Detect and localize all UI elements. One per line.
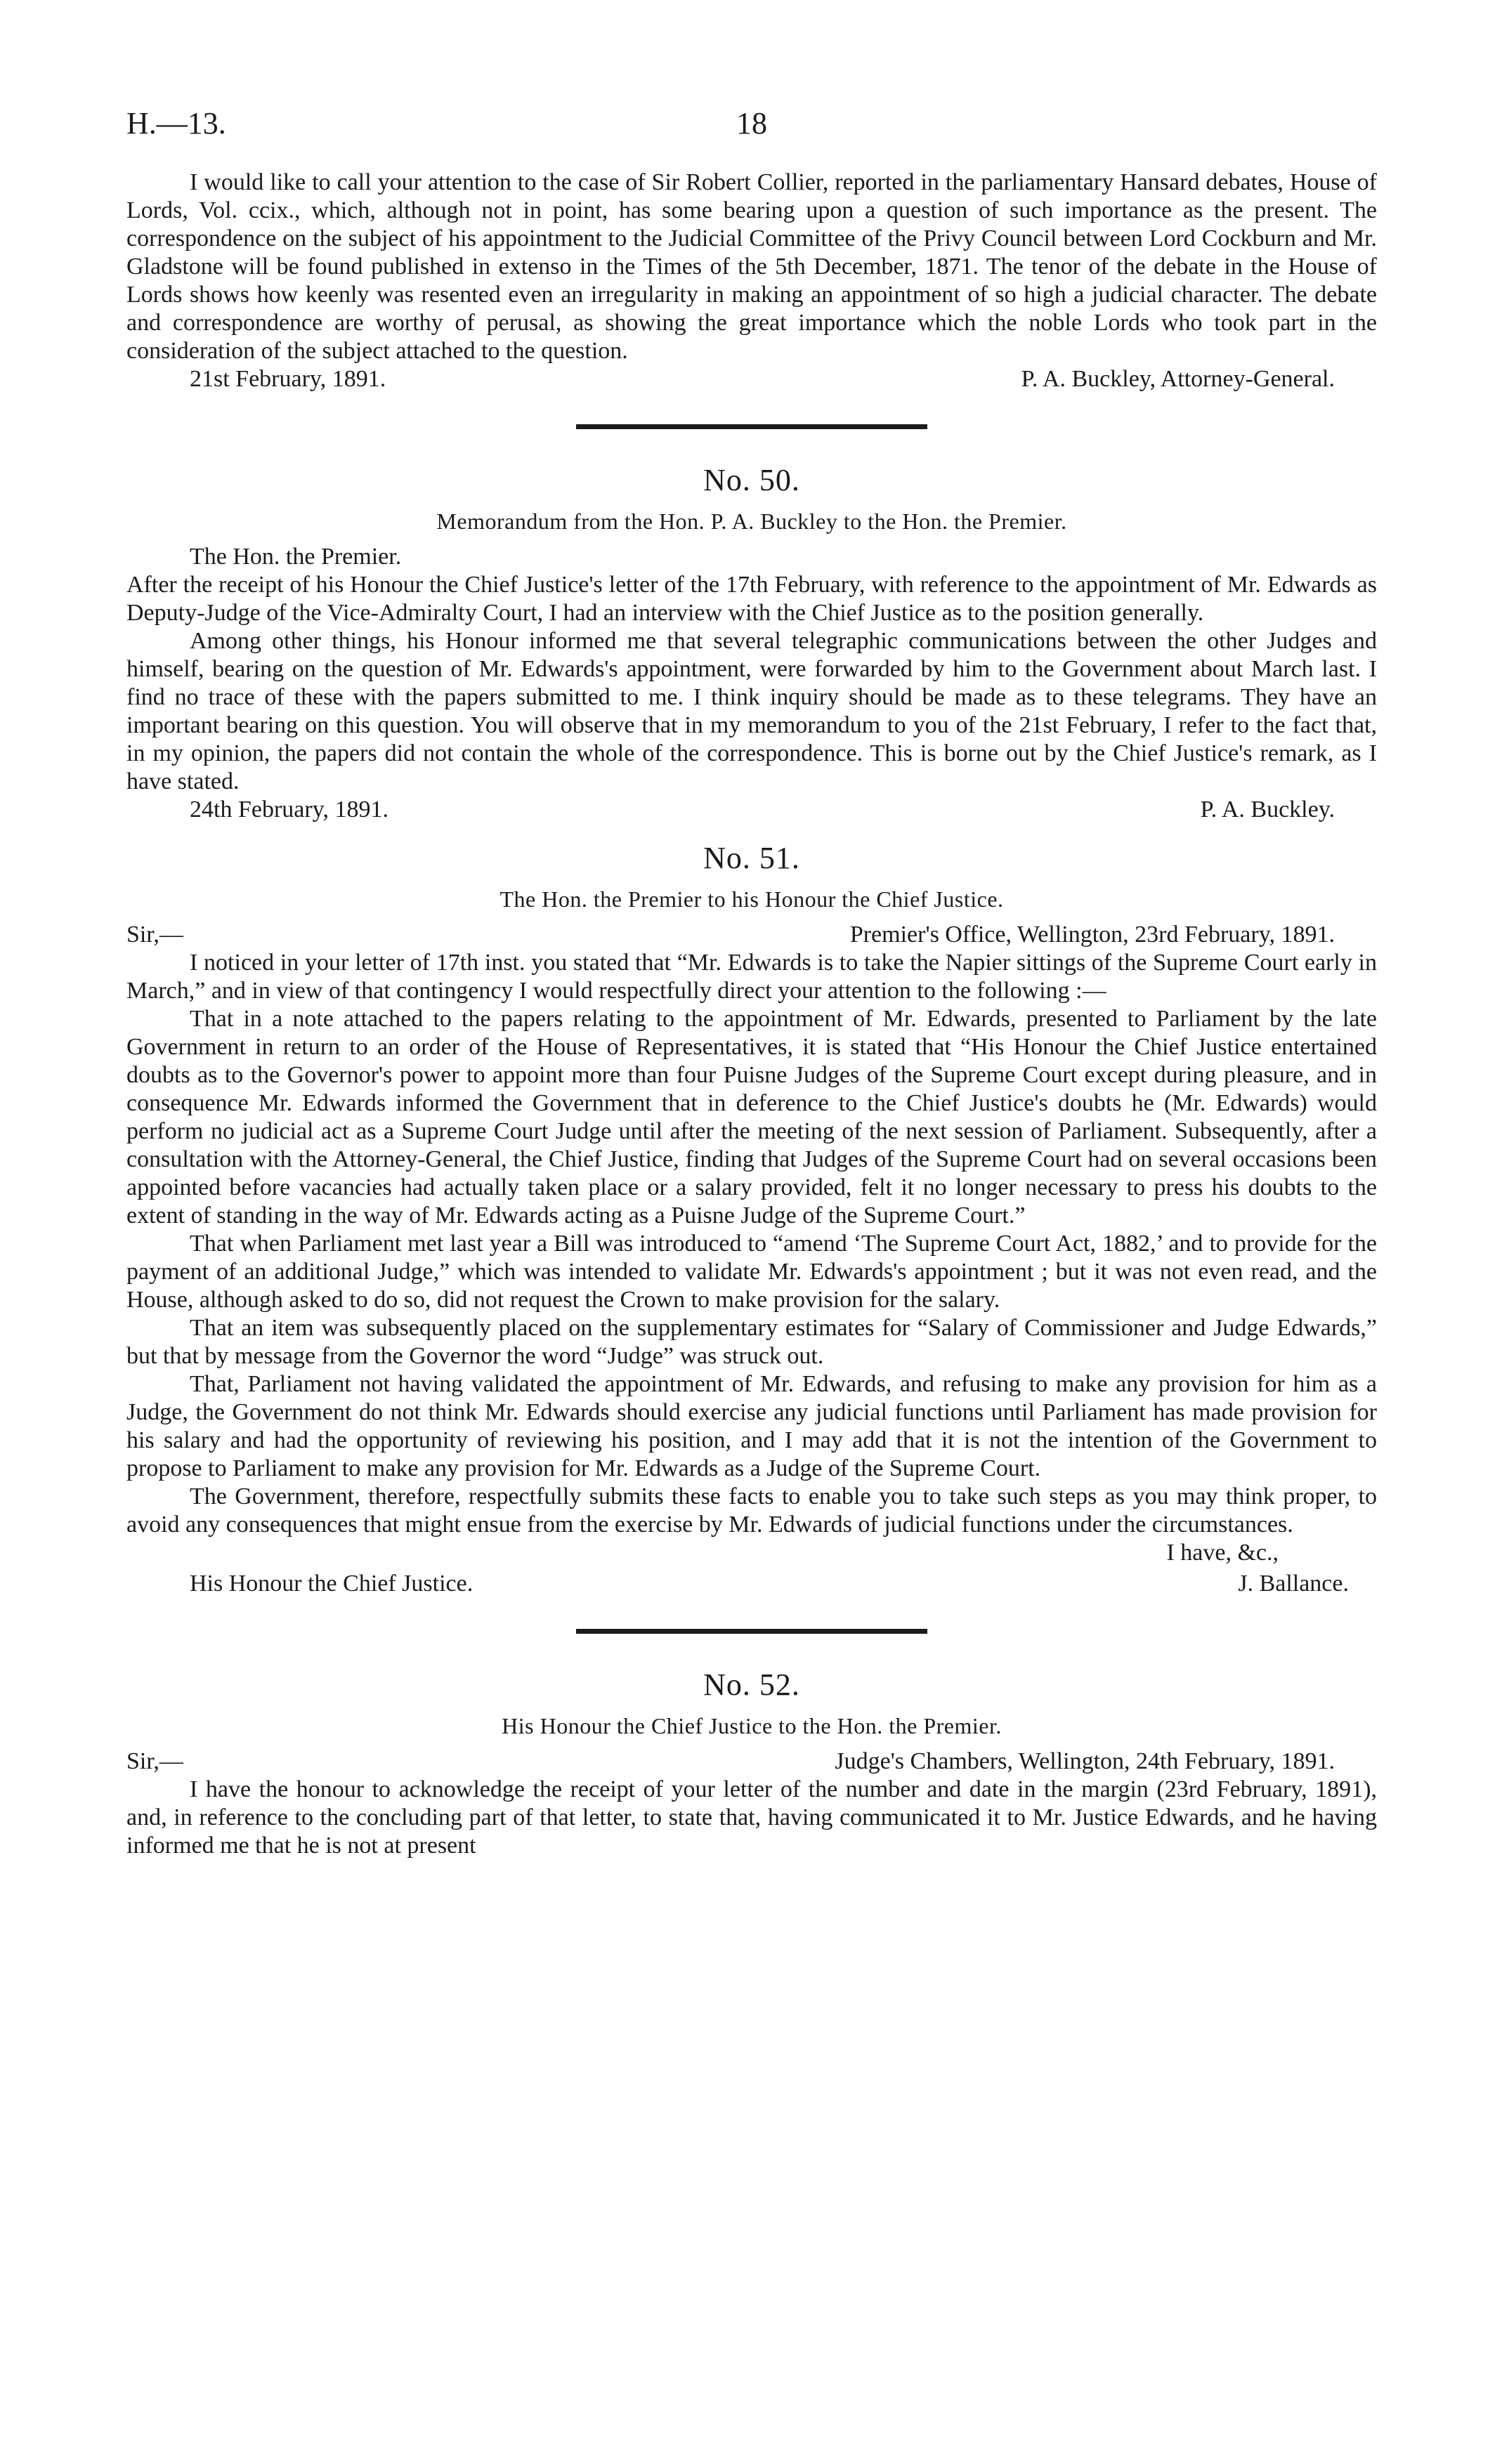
document-number-52: No. 52. bbox=[703, 1667, 800, 1702]
no51-closing bbox=[126, 1539, 1377, 1601]
no51-paragraph-3: That when Parliament met last year a Bill was introduced to “amend ‘The Supreme Court Act, 1882,’ and to provide for the payment of an additional Judge,” which was intended to validate Mr. Edwards's appointment ; but it was not even read, and the House, although asked to do so, did not request the Crown to make provision for the salary. bbox=[126, 1231, 1377, 1313]
document-heading-51: The Hon. the Premier to his Honour the Chief Justice. bbox=[499, 886, 1004, 912]
no52-salutation: Sir,— bbox=[126, 1748, 183, 1774]
no51-address-line bbox=[126, 921, 1377, 949]
document-number-50: No. 50. bbox=[703, 463, 800, 497]
memo-addressee: The Hon. the Premier. bbox=[190, 544, 402, 570]
document-code: H.—13. bbox=[126, 106, 226, 140]
document-number-51: No. 51. bbox=[703, 841, 800, 875]
no50-signature: P. A. Buckley. bbox=[1200, 797, 1335, 823]
section-divider bbox=[576, 424, 927, 429]
opening-memo-signature: P. A. Buckley, Attorney-General. bbox=[1021, 366, 1335, 392]
no52-address-line bbox=[126, 1748, 1377, 1776]
no51-signature: J. Ballance. bbox=[1238, 1571, 1349, 1597]
document-page bbox=[126, 105, 1377, 1860]
section-divider bbox=[576, 1629, 927, 1634]
page-number: 18 bbox=[736, 106, 767, 140]
document-heading-52: His Honour the Chief Justice to the Hon. the Premier. bbox=[502, 1713, 1002, 1738]
no51-place-date: Premier's Office, Wellington, 23rd February, 1891. bbox=[849, 922, 1335, 948]
no50-signoff bbox=[126, 796, 1377, 827]
no50-paragraph-2: Among other things, his Honour informed me that several telegraphic communications between the other Judges and himself, bearing on the question of Mr. Edwards's appointment, were forwarded by him to the Government about March last. I find no trace of these with the papers submitted to me. I think inquiry should be made as to these telegrams. They have an important bearing on this question. You will observe that in my memorandum to you of the 21st February, I refer to the fact that, in my opinion, the papers did not contain the whole of the correspondence. This is borne out by the Chief Justice's remark, as I have stated. bbox=[126, 628, 1377, 794]
running-head bbox=[126, 105, 1377, 169]
opening-memo-signoff bbox=[126, 365, 1377, 396]
no51-complimentary-close: I have, &c., bbox=[1166, 1540, 1279, 1566]
no51-paragraph-2: That in a note attached to the papers relating to the appointment of Mr. Edwards, presented to Parliament by the late Government in return to an order of the House of Representatives, it is stated that “His Honour the Chief Justice entertained doubts as to the Governor's power to appoint more than four Puisne Judges of the Supreme Court except during pleasure, and in consequence Mr. Edwards informed the Government that in deference to the Chief Justice's doubts he (Mr. Edwards) would perform no judicial act as a Supreme Court Judge until after the meeting of the next session of Parliament. Subsequently, after a consultation with the Attorney-General, the Chief Justice, finding that Judges of the Supreme Court had on several occasions been appointed before vacancies had actually taken place or a salary provided, felt it no longer necessary to press his doubts to the extent of standing in the way of Mr. Edwards acting as a Puisne Judge of the Supreme Court.” bbox=[126, 1006, 1377, 1228]
no52-place-date: Judge's Chambers, Wellington, 24th February, 1891. bbox=[835, 1748, 1335, 1774]
opening-memo-date: 21st February, 1891. bbox=[190, 366, 386, 392]
no51-salutation: Sir,— bbox=[126, 922, 183, 948]
no51-paragraph-4: That an item was subsequently placed on the supplementary estimates for “Salary of Commissioner and Judge Edwards,” but that by message from the Governor the word “Judge” was struck out. bbox=[126, 1315, 1377, 1369]
document-heading-50: Memorandum from the Hon. P. A. Buckley to the Hon. the Premier. bbox=[436, 509, 1067, 534]
no51-paragraph-1: I noticed in your letter of 17th inst. you stated that “Mr. Edwards is to take the Napier sittings of the Supreme Court early in March,” and in view of that contingency I would respectfully direct your attention to the following :— bbox=[126, 950, 1377, 1004]
opening-memo-paragraph: I would like to call your attention to the case of Sir Robert Collier, reported in the parliamentary Hansard debates, House of Lords, Vol. ccix., which, although not in point, has some bearing upon a question of such importance as the present. The correspondence on the subject of his appointment to the Judicial Committee of the Privy Council between Lord Cockburn and Mr. Gladstone will be found published in extenso in the Times of the 5th December, 1871. The tenor of the debate in the House of Lords shows how keenly was resented even an irregularity in making an appointment of so high a judicial character. The debate and correspondence are worthy of perusal, as showing the great importance which the noble Lords who took part in the consideration of the subject attached to the question. bbox=[126, 169, 1377, 364]
no50-date: 24th February, 1891. bbox=[190, 797, 388, 823]
no51-paragraph-5: That, Parliament not having validated the appointment of Mr. Edwards, and refusing to make any provision for him as a Judge, the Government do not think Mr. Edwards should exercise any judicial functions until Parliament has made provision for his salary and had the opportunity of reviewing his position, and I may add that it is not the intention of the Government to propose to Parliament to make any provision for Mr. Edwards as a Judge of the Supreme Court. bbox=[126, 1371, 1377, 1481]
no52-paragraph-1: I have the honour to acknowledge the receipt of your letter of the number and date in the margin (23rd February, 1891), and, in reference to the concluding part of that letter, to state that, having communicated it to Mr. Justice Edwards, and he having informed me that he is not at present bbox=[126, 1776, 1377, 1859]
no51-paragraph-6: The Government, therefore, respectfully submits these facts to enable you to take such steps as you may think proper, to avoid any consequences that might ensue from the exercise by Mr. Edwards of judicial functions under the circumstances. bbox=[126, 1483, 1377, 1538]
no50-paragraph-1: After the receipt of his Honour the Chief Justice's letter of the 17th February, with reference to the appointment of Mr. Edwards as Deputy-Judge of the Vice-Admiralty Court, I had an interview with the Chief Justice as to the position generally. bbox=[126, 572, 1377, 626]
no51-addressee: His Honour the Chief Justice. bbox=[190, 1571, 474, 1597]
